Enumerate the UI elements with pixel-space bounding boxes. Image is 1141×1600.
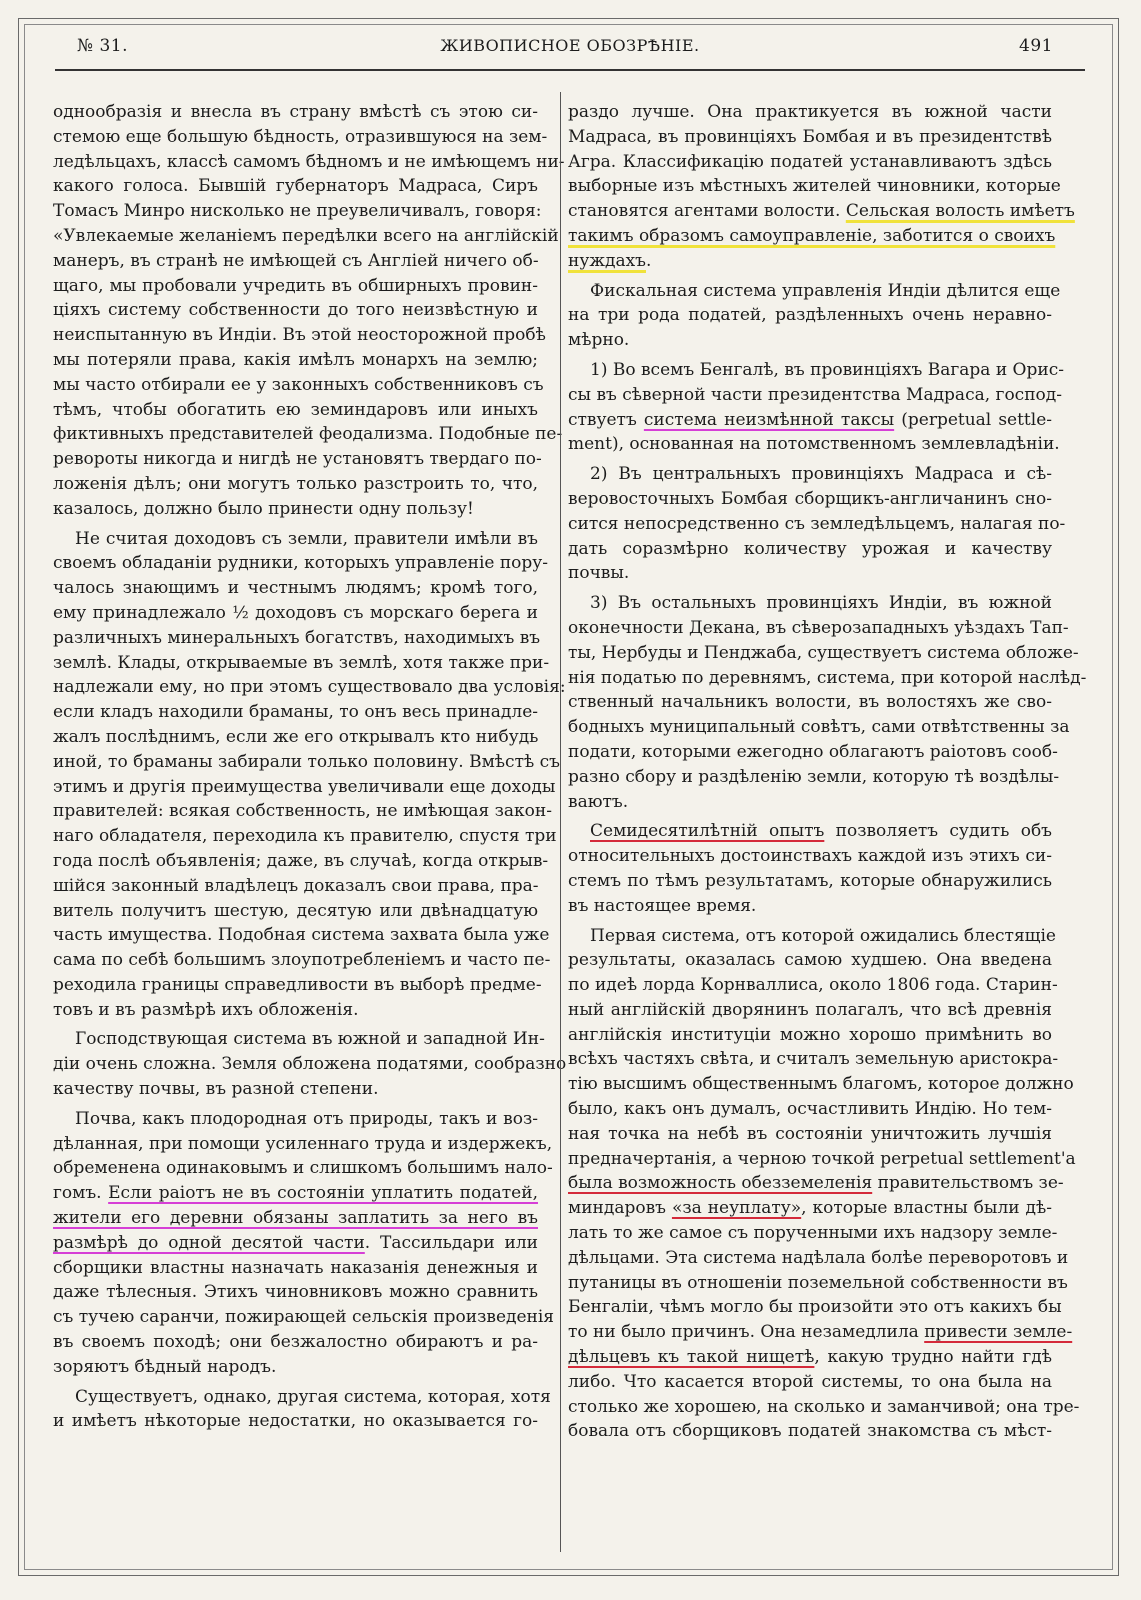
text-line [53,497,538,522]
text-line [568,1072,1074,1097]
text-segment: сы въ сѣверной части президентства Мадраса, господ- [568,384,1062,405]
text-line [568,1370,1052,1395]
text-line [53,874,538,899]
text-line [568,1147,1076,1172]
text-line [53,1206,538,1231]
text-segment: землѣ. Клады, открываемые въ землѣ, хотя также при- [53,652,550,673]
text-line [53,472,538,497]
text-segment: даже тѣлесныя. Этихъ чиновниковъ можно сравнить [53,1282,538,1303]
text-segment: сится непосредственно съ земледѣльцемъ, налагая по- [568,513,1066,534]
text-line [568,1419,1052,1444]
text-segment: ствуетъ [568,409,644,430]
text-segment: ный англійскій дворянинъ полагалъ, что всѣ древнія [568,999,1052,1020]
text-line [53,1052,567,1077]
text-segment: миндаровъ [568,1198,672,1219]
text-line [53,675,566,700]
text-segment: столько же хорошею, на сколько и заманчивой; она тре- [568,1396,1080,1417]
text-segment: Фискальная система управленія Индіи дѣлится еще [590,280,1061,301]
text-line [53,150,565,175]
text-line [53,1077,538,1102]
text-line [53,601,538,626]
text-segment: становятся агентами волости. [568,201,846,222]
text-line [53,1280,538,1305]
text-segment: шійся законный владѣлецъ доказалъ свои права, пра- [53,875,539,896]
text-line [568,1395,1080,1420]
text-segment: витель получитъ шестую, десятую или двѣнадцатую [53,900,538,921]
text-line [568,765,1060,790]
text-segment: (perpetual settle- [894,409,1053,430]
text-segment: бовала отъ сборщиковъ податей знакомства съ мѣст- [568,1421,1052,1442]
text-segment: чалось знающимъ и честнымъ людямъ; кромѣ того, [53,578,538,599]
text-line [568,740,1058,765]
text-line [53,1355,538,1380]
text-segment: бодныхъ муниципальный совѣтъ, сами отвѣтственны за [568,717,1070,738]
text-segment: лать то же самое съ порученными ихъ надзору земле- [568,1223,1058,1244]
highlighted-phrase: была возможность обезземеленія [568,1173,873,1194]
text-segment: Мадраса, въ провинціяхъ Бомбая и въ президентствѣ [568,126,1052,147]
text-segment: ложенія дѣлъ; они могутъ только разстроить то, что, [53,473,538,494]
text-segment: тію высшимъ общественнымъ благомъ, которое должно [568,1074,1074,1095]
text-segment: ціяхъ систему собственности до того неизвѣстную и [53,300,538,321]
text-segment: сборщики властны назначать наказанія денежныя и [53,1257,538,1278]
text-line [568,998,1052,1023]
text-line [568,150,1052,175]
text-segment: діи очень сложна. Земля обложена податями, сообразно [53,1054,567,1075]
text-line [53,551,549,576]
text-line [53,1027,545,1052]
text-line [53,1330,538,1355]
text-line [568,1320,1073,1345]
text-segment: на три рода податей, раздѣленныхъ очень неравно- [568,305,1052,326]
text-line [53,1181,538,1206]
text-segment: мы потеряли права, какія имѣлъ монархъ на землю; [53,349,538,370]
text-segment: позволяетъ судить объ [824,821,1052,842]
text-line [53,1256,538,1281]
text-line [53,973,542,998]
text-segment: путаницы въ отношеніи поземельной собственности въ [568,1272,1068,1293]
text-segment: . Тассильдари или [364,1232,538,1253]
text-segment: Господствующая система въ южной и западной Ин- [75,1029,545,1050]
text-line [568,249,1052,274]
text-line [568,641,1079,666]
text-line [568,1122,1052,1147]
text-line [568,616,1069,641]
text-line [53,174,538,199]
highlighted-phrase: Если раіотъ не въ состояніи уплатить податей, [108,1183,538,1204]
text-line [568,591,1052,616]
text-segment: ему принадлежало ½ доходовъ съ морскаго берега и [53,602,538,623]
text-line [53,249,538,274]
text-segment: гомъ. [53,1183,109,1204]
text-segment: ment), основанная на потомственномъ землевладѣніи. [568,434,1060,455]
text-segment: съ тучею саранчи, пожирающей сельскія произведенія [53,1307,555,1328]
text-segment: Существуетъ, однако, другая система, которая, хотя [75,1386,551,1407]
text-segment: какого голоса. Бывшій губернаторъ Мадраса, Сиръ [53,176,538,197]
text-line [568,715,1070,740]
text-line [53,576,538,601]
highlighted-phrase: нуждахъ [568,250,646,271]
text-line [53,899,538,924]
text-line [53,1231,538,1256]
highlighted-phrase: такимъ образомъ самоуправленіе, заботится о своихъ [568,225,1056,246]
text-segment: Бенгаліи, чѣмъ могло бы произойти это отъ какихъ бы [568,1297,1062,1318]
text-segment: качеству почвы, въ разной степени. [53,1079,379,1100]
text-segment: было, какъ онъ думалъ, осчастливить Индію. Но тем- [568,1099,1052,1120]
text-segment: стемъ по тѣмъ результатамъ, которые обнаружились [568,870,1052,891]
highlighted-phrase: система неизмѣнной таксы [643,409,895,430]
text-line [53,100,538,125]
text-line [53,824,557,849]
text-line [53,1156,553,1181]
text-segment: , какую трудно найти гдѣ [814,1347,1053,1368]
text-segment: казалось, должно было принести одну пользу! [53,498,474,519]
text-segment: обременена одинаковымъ и слишкомъ большимъ нало- [53,1158,553,1179]
highlighted-phrase: размѣрѣ до одной десятой части [53,1232,365,1253]
text-line [53,1107,538,1132]
text-line [53,1305,555,1330]
highlighted-phrase: жители его деревни обязаны заплатить за него въ [53,1208,538,1229]
text-line [53,1385,551,1410]
text-segment: ревороты никогда и нигдѣ не установятъ твердаго по- [53,449,542,470]
text-line [568,199,1075,224]
text-line [568,1221,1058,1246]
text-segment: ты, Нербуды и Пенджаба, существуетъ система обложе- [568,642,1079,663]
text-segment: мѣрно. [568,330,630,351]
text-segment: англійскія институціи можно хорошо примѣнить во [568,1024,1052,1045]
text-segment: предначертанія, а черною точкой perpetual settlement'а [568,1148,1076,1169]
text-segment: жалъ послѣднимъ, если же его открывалъ кто нибудь [53,726,539,747]
text-segment: въ настоящее время. [568,895,757,916]
highlighted-phrase: привести земле- [924,1322,1073,1343]
text-segment: стемою еще большую бѣдность, отразившуюся на зем- [53,126,548,147]
text-segment: подати, которыми ежегодно облагаютъ раіотовъ сооб- [568,741,1058,762]
text-segment: зоряютъ бѣдный народъ. [53,1356,277,1377]
text-line [568,1097,1052,1122]
header-rule [55,69,1085,71]
text-line [568,512,1066,537]
text-segment: ная точка на небѣ въ состояніи уничтожить лучшія [568,1123,1052,1144]
text-line [568,690,1052,715]
text-line [568,1295,1062,1320]
text-line [53,923,550,948]
text-segment: сама по себѣ большимъ злоупотребленіемъ и часто пе- [53,950,551,971]
text-line [568,537,1052,562]
text-segment: 2) Въ центральныхъ провинціяхъ Мадраса и сѣ- [590,464,1052,485]
text-line [568,1023,1052,1048]
text-line [568,100,1052,125]
text-segment: ледѣльцахъ, классѣ самомъ бѣдномъ и не имѣющемъ ни- [53,151,565,172]
highlighted-phrase: «за неуплату» [671,1198,802,1219]
text-segment: тѣмъ, чтобы обогатить ею земиндаровъ или иныхъ [53,399,538,420]
text-line [53,799,552,824]
text-line [53,998,538,1023]
text-line [53,447,542,472]
text-line [53,398,538,423]
highlighted-phrase: Сельская волость имѣетъ [845,201,1075,222]
text-segment: мы часто отбирали ее у законныхъ собственниковъ съ [53,374,544,395]
text-line [568,666,1087,691]
text-segment: раздо лучше. Она практикуется въ южной части [568,102,1052,122]
text-segment: почвы. [568,563,630,584]
text-segment: года послѣ объявленія; даже, въ случаѣ, когда открыв- [53,850,549,871]
text-segment: надлежали ему, но при этомъ существовало два условія: [53,677,566,698]
text-segment: , которые властны были дѣ- [801,1198,1052,1219]
text-line [53,725,538,750]
text-line [568,1047,1059,1072]
text-segment: неиспытанную въ Индіи. Въ этой неосторожной пробѣ [53,325,546,346]
text-segment: ственный начальникъ волости, въ волостяхъ же сво- [568,692,1052,713]
text-segment: 1) Во всемъ Бенгалѣ, въ провинціяхъ Вагара и Орис- [590,359,1064,380]
text-segment: реходила границы справедливости въ выборѣ предме- [53,974,542,995]
text-line [568,819,1052,844]
text-segment: правителей: всякая собственность, не имѣющая закон- [53,801,552,822]
text-segment: дѣльцами. Эта система надѣлала болѣе переворотовъ и [568,1247,1069,1268]
text-segment: по идеѣ лорда Корнваллиса, около 1806 года. Старин- [568,975,1058,996]
text-line [568,432,1060,457]
issue-number: № 31. [77,36,129,56]
text-segment: выборные изъ мѣстныхъ жителей чиновники, которые [568,176,1061,197]
column-separator [560,92,561,1552]
text-segment: дѣланная, при помощи усиленнаго труда и издержекъ, [53,1133,553,1154]
text-segment: товъ и въ размѣрѣ ихъ обложенія. [53,999,359,1020]
text-segment: дать соразмѣрно количеству урожая и качеству [568,538,1052,559]
text-line [53,373,544,398]
text-line [568,303,1052,328]
text-line [568,279,1061,304]
text-line [568,408,1052,433]
text-line [568,844,1052,869]
page-header [55,30,1085,64]
text-segment: ваютъ. [568,791,629,812]
text-segment: Первая система, отъ которой ожидались блестящіе [590,925,1056,946]
text-segment: часть имущества. Подобная система захвата была уже [53,925,550,946]
text-segment: всѣхъ частяхъ свѣта, и считалъ земельную аристокра- [568,1049,1059,1070]
text-line [53,224,559,249]
text-segment: различныхъ минеральныхъ богатствъ, находимыхъ въ [53,627,541,648]
text-segment: иной, то браманы забирали только половину. Вмѣстѣ съ [53,751,560,772]
text-line [53,849,549,874]
text-segment: . [645,250,652,271]
text-segment: правительствомъ зе- [872,1173,1064,1194]
text-line [53,775,556,800]
text-line [53,274,538,299]
text-line [568,487,1052,512]
text-line [53,1132,553,1157]
text-line [568,948,1052,973]
text-segment: наго обладателя, переходила къ правителю, спустя три [53,826,557,847]
text-line [568,561,1052,586]
text-line [53,527,538,552]
text-line [53,422,563,447]
text-segment: 3) Въ остальныхъ провинціяхъ Индіи, въ южной [590,593,1052,614]
text-line [568,358,1064,383]
text-segment: если кладъ находили браманы, то онъ весь принадле- [53,702,538,723]
text-segment: фиктивныхъ представителей феодализма. Подобные пе- [53,424,563,445]
text-line [568,125,1052,150]
text-segment: веровосточныхъ Бомбая сборщикъ-англичанинъ сно- [568,488,1052,509]
text-segment: либо. Что касается второй системы, то она была на [568,1371,1052,1392]
text-segment: Не считая доходовъ съ земли, правители имѣли въ [75,528,538,549]
text-segment: относительныхъ достоинствахъ каждой изъ этихъ си- [568,846,1052,867]
text-line [568,790,1052,815]
text-segment: однообразія и внесла въ страну вмѣстѣ съ этою си- [53,102,538,122]
text-line [568,1271,1068,1296]
text-line [568,462,1052,487]
text-line [53,700,538,725]
text-segment: нія податью по деревнямъ, система, при которой наслѣд- [568,667,1087,688]
page-number: 491 [1019,36,1053,56]
highlighted-phrase: Семидесятилѣтній опытъ [590,821,825,842]
text-line [568,894,1052,919]
text-segment: Почва, какъ плодородная отъ природы, такъ и воз- [75,1108,538,1129]
text-segment: разно сбору и раздѣленію земли, которую тѣ воздѣлы- [568,766,1060,787]
text-segment: этимъ и другія преимущества увеличивали еще доходы [53,776,556,797]
text-line [53,750,560,775]
text-segment: Томасъ Минро нисколько не преувеличивалъ, говоря: [53,201,542,222]
text-line [568,1196,1052,1221]
text-segment: «Увлекаемые желаніемъ передѣлки всего на англійскій [53,225,559,246]
highlighted-phrase: дѣльцевъ къ такой нищетѣ [568,1347,815,1368]
text-line [568,1345,1052,1370]
text-line [53,298,538,323]
text-line [53,651,550,676]
text-line [568,224,1056,249]
left-column [53,100,567,1434]
text-line [568,383,1062,408]
text-line [53,323,546,348]
text-line [568,869,1052,894]
text-segment: оконечности Декана, въ сѣверозападныхъ уѣздахъ Тап- [568,617,1069,638]
text-line [53,199,542,224]
journal-title: ЖИВОПИСНОЕ ОБОЗРѢНІЕ. [440,36,700,55]
text-line [53,125,548,150]
text-segment: результаты, оказалась самою худшею. Она введена [568,950,1052,971]
text-segment: щаго, мы пробовали учредить въ обширныхъ провин- [53,275,538,296]
text-segment: Агра. Классификацію податей устанавливаютъ здѣсь [568,151,1052,172]
text-segment: въ своемъ походѣ; они безжалостно обираютъ и ра- [53,1332,538,1353]
text-line [568,174,1061,199]
text-line [568,924,1056,949]
text-segment: и имѣетъ нѣкоторые недостатки, но оказывается го- [53,1411,538,1432]
text-line [53,348,538,373]
text-line [53,948,551,973]
text-line [53,1409,538,1434]
text-line [568,1246,1069,1271]
text-line [53,626,541,651]
text-line [568,973,1058,998]
text-segment: своемъ обладаніи рудники, которыхъ управленіе пору- [53,553,549,574]
text-segment: то ни было причинъ. Она незамедлила [568,1322,925,1343]
text-line [568,1171,1064,1196]
text-segment: манеръ, въ странѣ не имѣющей съ Англіей ничего об- [53,250,539,271]
right-column [568,100,1087,1444]
text-line [568,328,1052,353]
